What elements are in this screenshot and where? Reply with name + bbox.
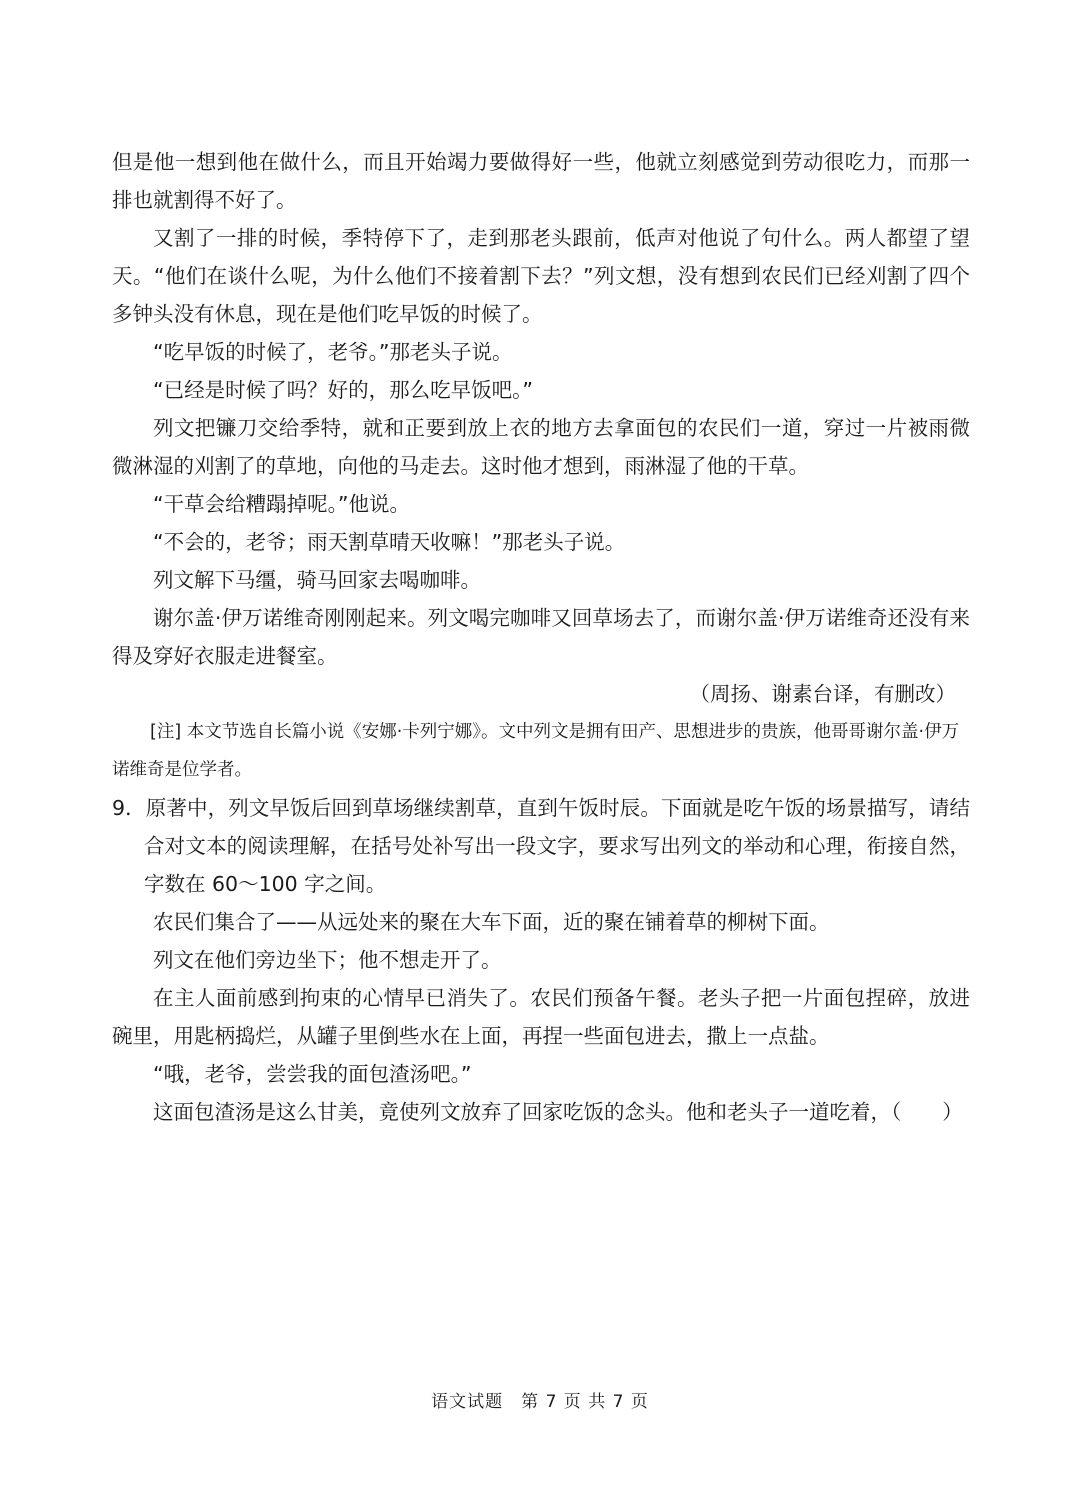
question-paragraph: 农民们集合了——从远处来的聚在大车下面，近的聚在铺着草的柳树下面。 bbox=[153, 910, 830, 934]
question-9-prompt: 9．原著中，列文早饭后回到草场继续割草，直到午饭时辰。下面就是吃午饭的场景描写，请结合对文本的阅读理解，在括号处补写出一段文字，要求写出列文的举动和心理，衔接自然，字数在 60～100 字之间。 bbox=[112, 796, 970, 896]
passage-paragraph: “不会的，老爷；雨天割草晴天收嘛！”那老头子说。 bbox=[153, 530, 626, 554]
page-footer: 语文试题 第 7 页 共 7 页 bbox=[431, 1392, 649, 1412]
passage-paragraph: “已经是时候了吗？好的，那么吃早饭吧。” bbox=[153, 378, 533, 402]
translator-attribution: （周扬、谢素台译，有删改） bbox=[689, 682, 956, 706]
question-paragraph: 这面包渣汤是这么甘美，竟使列文放弃了回家吃饭的念头。他和老头子一道吃着，（ ） bbox=[153, 1100, 963, 1124]
page-content bbox=[112, 143, 970, 1131]
passage-paragraph: 列文解下马缰，骑马回家去喝咖啡。 bbox=[153, 568, 481, 592]
passage-paragraph: “吃早饭的时候了，老爷。”那老头子说。 bbox=[153, 340, 513, 364]
question-paragraph: “哦，老爷，尝尝我的面包渣汤吧。” bbox=[153, 1062, 472, 1086]
question-paragraph: 在主人面前感到拘束的心情早已消失了。农民们预备午餐。老头子把一片面包捏碎，放进碗里，用匙柄捣烂，从罐子里倒些水在上面，再捏一些面包进去，撒上一点盐。 bbox=[112, 986, 970, 1048]
question-paragraph: 列文在他们旁边坐下；他不想走开了。 bbox=[153, 948, 502, 972]
passage-note: [注] 本文节选自长篇小说《安娜·卡列宁娜》。文中列文是拥有田产、思想进步的贵族，他哥哥谢尔盖·伊万诺维奇是位学者。 bbox=[112, 722, 960, 780]
passage-paragraph: “干草会给糟蹋掉呢。”他说。 bbox=[153, 492, 410, 516]
passage-paragraph: 谢尔盖·伊万诺维奇刚刚起来。列文喝完咖啡又回草场去了，而谢尔盖·伊万诺维奇还没有来得及穿好衣服走进餐室。 bbox=[112, 606, 970, 668]
passage-paragraph: 又割了一排的时候，季特停下了，走到那老头跟前，低声对他说了句什么。两人都望了望天。“他们在谈什么呢，为什么他们不接着割下去？”列文想，没有想到农民们已经刈割了四个多钟头没有休息，现在是他们吃早饭的时候了。 bbox=[112, 226, 970, 326]
passage-paragraph: 列文把镰刀交给季特，就和正要到放上衣的地方去拿面包的农民们一道，穿过一片被雨微微淋湿的刈割了的草地，向他的马走去。这时他才想到，雨淋湿了他的干草。 bbox=[112, 416, 970, 478]
passage-paragraph: 但是他一想到他在做什么，而且开始竭力要做得好一些，他就立刻感觉到劳动很吃力，而那一排也就割得不好了。 bbox=[112, 150, 970, 212]
